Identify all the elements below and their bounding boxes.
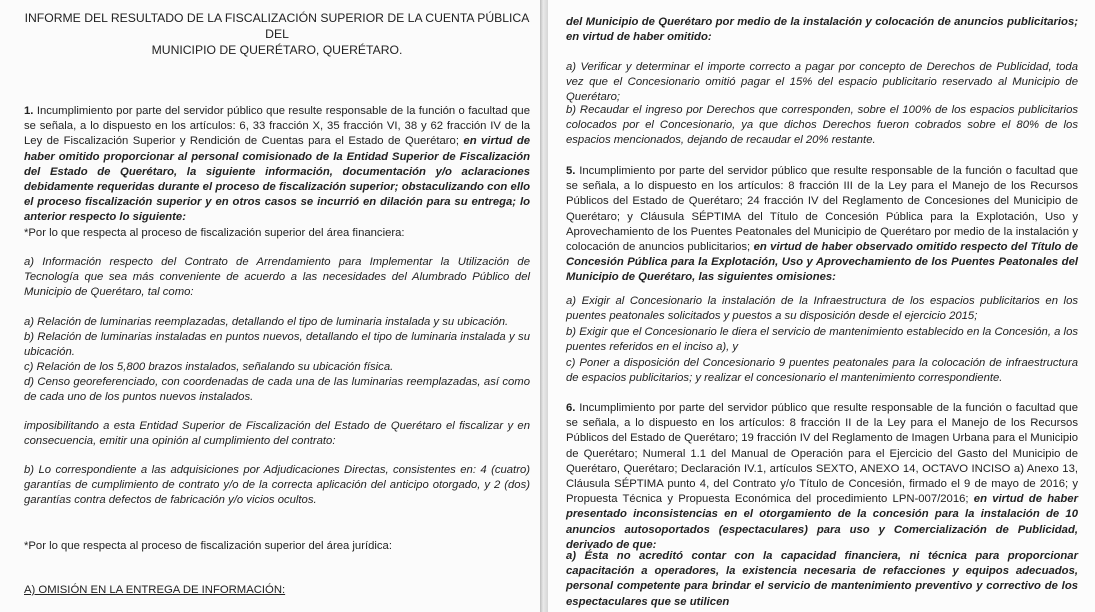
item-1-paragraph xyxy=(24,104,530,226)
title-line-1: INFORME DEL RESULTADO DE LA FISCALIZACIÓN SUPERIOR DE LA CUENTA PÚBLICA DEL xyxy=(24,11,530,41)
financial-area-heading: *Por lo que respecta al proceso de fiscalización superior del área financiera: xyxy=(24,227,405,239)
sub-item-c: c) Relación de los 5,800 brazos instalados, señalando su ubicación física. xyxy=(24,361,394,373)
continuation-paragraph: del Municipio de Querétaro por medio de la instalación y colocación de anuncios publicitarios; en virtud de haber omitido: xyxy=(566,16,1078,44)
sub-item-b: b) Relación de luminarias instaladas en puntos nuevos, detallando el tipo de luminaria instalada y su ubicación. xyxy=(24,331,530,359)
item-1-emphasis: en virtud de haber omitido proporcionar al personal comisionado de la Entidad Superior de Fiscalización del Estado de Querétaro, la siguiente información, documentación y/o aclaraciones debidamente requeridas durante el proceso de fiscalización superior; obstaculizando con ello el proceso fiscalización superior y en otros casos se incurrió en dilación para su entrega; lo anterior respecto lo siguiente: xyxy=(24,135,531,224)
impossibility-paragraph: imposibilitando a esta Entidad Superior de Fiscalización del Estado de Querétaro el fiscalizar y en consecuencia, emitir una opinión al cumplimiento del contrato: xyxy=(24,420,530,448)
item-5-paragraph xyxy=(566,164,1078,286)
item-6-number: 6. xyxy=(566,402,576,414)
item-b-paragraph: b) Lo correspondiente a las adquisiciones por Adjudicaciones Directas, consistentes en: 4 (cuatro) garantías de cumplimiento de contrato y/o de la correcta aplicación del anticipo otorgado, y 2 (dos) garantías contra defectos de fabricación y/o vicios ocultos. xyxy=(24,464,530,507)
legal-area-heading: *Por lo que respecta al proceso de fiscalización superior del área jurídica: xyxy=(24,540,392,552)
omission-a: a) Exigir al Concesionario la instalación de la Infraestructura de los espacios publicitarios en los puentes peatonales solicitados y puestos a su disposición desde el ejercicio 2015; xyxy=(566,295,1078,323)
omission-c: c) Poner a disposición del Concesionario 9 puentes peatonales para la colocación de infraestructura de espacios publicitarios; y realizar el concesionario el mantenimiento correspondiente. xyxy=(566,357,1078,385)
item-6-paragraph xyxy=(566,401,1078,553)
title-line-2: MUNICIPIO DE QUERÉTARO, QUERÉTARO. xyxy=(151,43,403,57)
omit-a-paragraph: a) Verificar y determinar el importe correcto a pagar por concepto de Derechos de Publicidad, toda vez que el Concesionario omitió pagar el 15% del espacio publicitario reservado al Municipio de Querétaro; xyxy=(566,61,1078,104)
left-page xyxy=(0,0,540,612)
item-5-emphasis: en virtud de haber observado omitido respecto del Título de Concesión Pública para la Explotación, Uso y Aprovechamiento de los Puentes Peatonales del Municipio de Querétaro, las siguientes omisiones: xyxy=(566,241,1078,284)
omission-b: b) Exigir que el Concesionario le diera el servicio de mantenimiento establecido en la Concesión, a los puentes referidos en el inciso a), y xyxy=(566,326,1078,354)
item-5-number: 5. xyxy=(566,165,576,177)
omit-b-paragraph: b) Recaudar el ingreso por Derechos que corresponden, sobre el 100% de los espacios publicitarios colocados por el Concesionario, ya que dichos Derechos fueron cobrados sobre el 80% de los espacios mencionados, dejando de recaudar el 20% restante. xyxy=(566,104,1078,147)
item-6-text: Incumplimiento por parte del servidor público que resulte responsable de la función o facultad que se señala, a lo dispuesto en los artículos: 8 fracción II de la Ley para el Manejo de los Recursos Públicos del Estado de Querétaro; 19 fracción IV del Reglamento de Imagen Urbana para el Municipio de Querétaro; Numeral 1.1 del Manual de Operación para el Ejercicio del Gasto del Municipio de Querétaro, Querétaro; Declaración IV.1, artículos SEXTO, ANEXO 14, OCTAVO INCISO a) Anexo 13, Cláusula SÉPTIMA punto 4, del Contrato y/o Título de Concesión, firmado el 9 de mayo de 2016; y Propuesta Técnica y Propuesta Económica del procedimiento LPN-007/2016; xyxy=(566,402,1078,506)
item-a-paragraph: a) Información respecto del Contrato de Arrendamiento para Implementar la Utilización de Tecnología que sea más conveniente de acuerdo a las necesidades del Alumbrado Público del Municipio de Querétaro, tal como: xyxy=(24,256,530,299)
page-gutter xyxy=(540,0,548,612)
sub-item-a: a) Relación de luminarias reemplazadas, detallando el tipo de luminaria instalada y su ubicación. xyxy=(24,316,509,328)
section-a-heading: A) OMISIÓN EN LA ENTREGA DE INFORMACIÓN: xyxy=(24,584,286,596)
item-1-number: 1. xyxy=(24,105,34,117)
item-6-emphasis: en virtud de haber presentado inconsistencias en el otorgamiento de la concesión para la instalación de 10 anuncios autosoportados (espectaculares) para uso y Comercialización de Publicidad, derivado de que: xyxy=(566,493,1078,551)
item-5-text: Incumplimiento por parte del servidor público que resulte responsable de la función o facultad que se señala, a lo dispuesto en los artículos: 8 fracción III de la Ley para el Manejo de los Recursos Públicos del Estado de Querétaro; 24 fracción IV del Reglamento de Concesiones del Municipio de Querétaro; y Cláusula SÉPTIMA del Título de Concesión Pública para la Explotación, Uso y Aprovechamiento de los Puentes Peatonales del Municipio de Querétaro por medio de la instalación y colocación de anuncios publicitarios; xyxy=(566,165,1078,254)
item-6-a-paragraph: a) Ésta no acreditó contar con la capacidad financiera, ni técnica para proporcionar capacitación a operadores, la existencia necesaria de refacciones y equipos adecuados, personal competente para brindar el servicio de mantenimiento preventivo y correctivo de los espectaculares que se utilicen xyxy=(566,550,1078,608)
right-page xyxy=(548,0,1095,612)
item-1-text: Incumplimiento por parte del servidor público que resulte responsable de la función o facultad que se señala, a lo dispuesto en los artículos: 6, 33 fracción X, 35 fracción VI, 38 y 62 fracción IV de la Ley de Fiscalización Superior y Rendición de Cuentas para el Estado de Querétaro; xyxy=(24,105,530,148)
sub-item-d: d) Censo georeferenciado, con coordenadas de cada una de las luminarias reemplazadas, así como de cada uno de los puntos nuevos instalados. xyxy=(24,376,530,404)
document-title xyxy=(24,10,530,58)
